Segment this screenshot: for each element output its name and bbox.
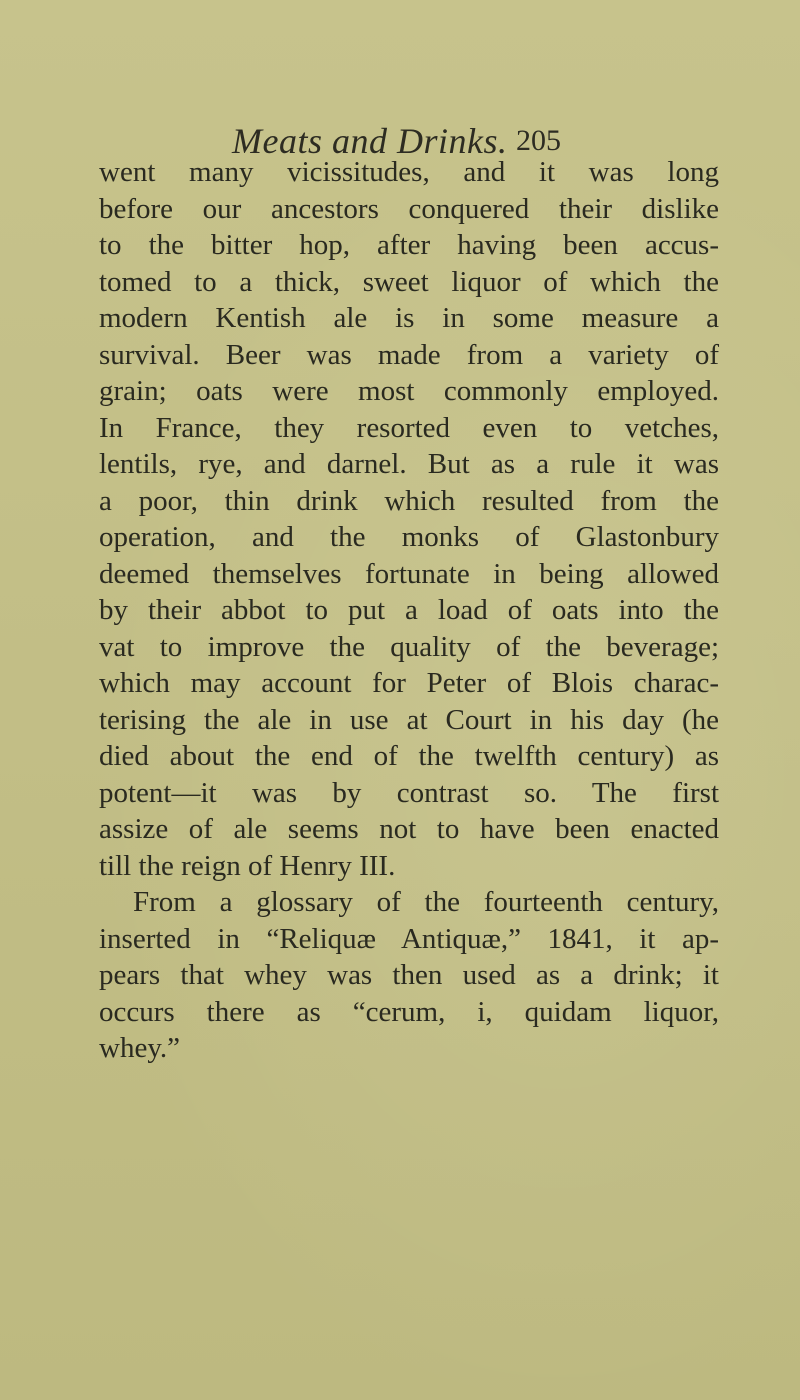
text-line: occurs there as “cerum, i, quidam liquor,	[99, 995, 719, 1028]
text-line: lentils, rye, and darnel. But as a rule it was	[99, 448, 719, 480]
text-line: whey.”	[99, 1032, 181, 1064]
text-line: by their abbot to put a load of oats into the	[99, 594, 719, 626]
text-line: modern Kentish ale is in some measure a	[99, 302, 719, 334]
text-line: till the reign of Henry III.	[99, 849, 396, 882]
text-line: assize of ale seems not to have been enacted	[99, 813, 719, 845]
text-line: pears that whey was then used as a drink; it	[99, 959, 719, 991]
text-line: grain; oats were most commonly employed.	[99, 375, 719, 407]
text-line: to the bitter hop, after having been accus-	[99, 229, 719, 261]
running-title: Meats and Drinks.	[232, 121, 508, 161]
text-line: vat to improve the quality of the beverage;	[99, 630, 719, 663]
text-line: died about the end of the twelfth century) as	[99, 740, 719, 772]
page-header	[0, 92, 800, 161]
text-line: In France, they resorted even to vetches,	[99, 411, 719, 444]
text-line: tomed to a thick, sweet liquor of which the	[99, 265, 719, 298]
text-line: survival. Beer was made from a variety of	[99, 338, 719, 371]
text-line: which may account for Peter of Blois charac-	[99, 667, 719, 699]
text-line: terising the ale in use at Court in his day (he	[99, 703, 719, 736]
text-line: went many vicissitudes, and it was long	[99, 156, 719, 188]
text-line: a poor, thin drink which resulted from the	[99, 484, 719, 517]
text-line: before our ancestors conquered their dislike	[99, 192, 719, 225]
body-text	[99, 154, 719, 1067]
text-line: operation, and the monks of Glastonbury	[99, 521, 719, 553]
text-line: deemed themselves fortunate in being allowed	[99, 557, 719, 590]
text-line: inserted in “Reliquæ Antiquæ,” 1841, it ap-	[99, 922, 719, 955]
text-line: potent—it was by contrast so. The first	[99, 776, 719, 809]
page-number: 205	[516, 124, 561, 157]
text-line: From a glossary of the fourteenth century,	[133, 886, 719, 918]
